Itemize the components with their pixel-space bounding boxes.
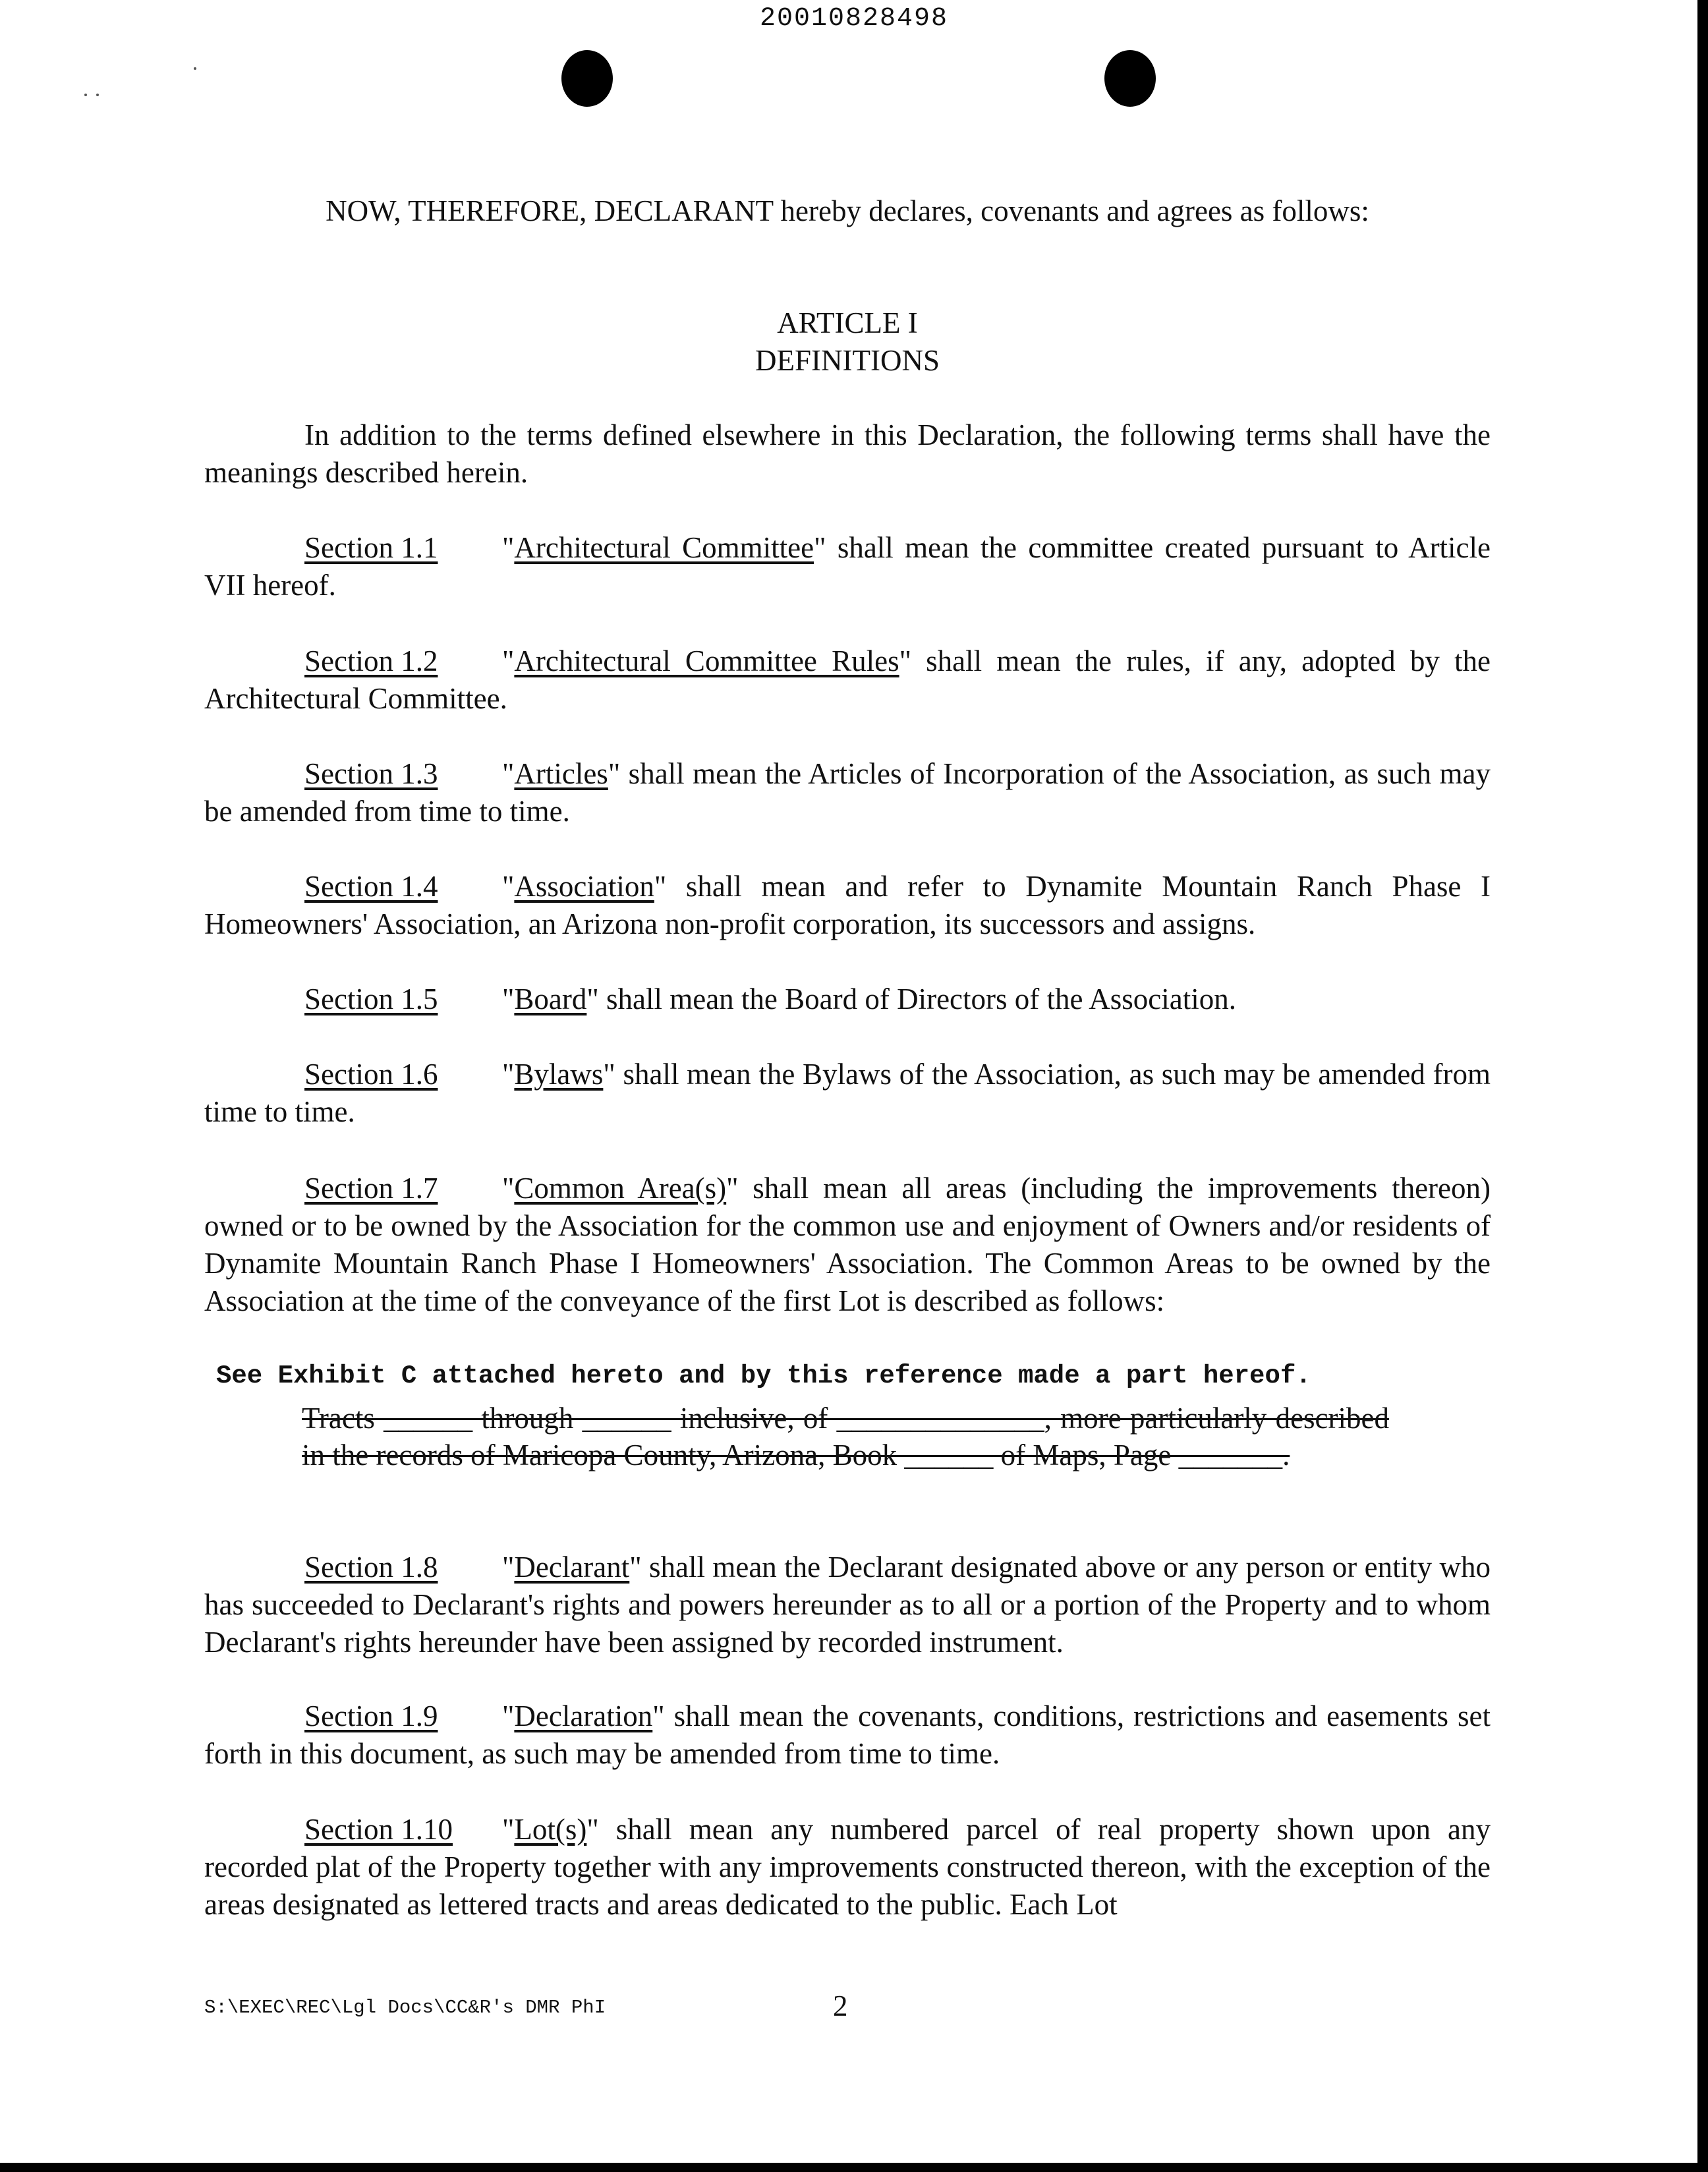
defined-term: Bylaws [514, 1058, 604, 1091]
section-1-2: Section 1.2 "Architectural Committee Rules" shall mean the rules, if any, adopted by the Architectural Committee. [204, 643, 1491, 718]
definition-text: " shall mean the Board of Directors of the Association. [586, 983, 1236, 1015]
section-label: Section 1.2 [304, 644, 438, 677]
scan-edge-right [1697, 0, 1708, 2172]
scan-speck [194, 67, 196, 70]
definition-text: " shall mean the Articles of Incorporation of the Association, as such may be amended from time to time. [204, 757, 1491, 828]
footer-file-path: S:\EXEC\REC\Lgl Docs\CC&R's DMR PhI [204, 1997, 606, 2018]
definition-text: " shall mean the Bylaws of the Association, as such may be amended from time to time. [204, 1058, 1491, 1128]
definition-text: " shall mean the committee created pursuant to Article VII hereof. [204, 531, 1491, 602]
section-1-6: Section 1.6 "Bylaws" shall mean the Bylaws of the Association, as such may be amended from time to time. [204, 1056, 1491, 1131]
defined-term: Common Area(s) [514, 1172, 727, 1205]
section-label: Section 1.6 [304, 1058, 438, 1091]
definition-text: " shall mean the covenants, conditions, restrictions and easements set forth in this document, as such may be amended from time to time. [204, 1700, 1491, 1770]
exhibit-reference-note: See Exhibit C attached hereto and by this reference made a part hereof. [216, 1361, 1311, 1390]
definition-text: " shall mean the rules, if any, adopted by the Architectural Committee. [204, 644, 1491, 715]
section-1-7: Section 1.7 "Common Area(s)" shall mean all areas (including the improvements thereon) owned or to be owned by the Association for the common use and enjoyment of Owners and/or residents of Dynamite Mountain Ranch Phase I Homeowners' Association. The Common Areas to be owned by the Association at the time of the conveyance of the first Lot is described as follows: [204, 1170, 1491, 1320]
punch-hole-right [1104, 50, 1156, 107]
section-label: Section 1.10 [304, 1813, 453, 1846]
section-1-1: Section 1.1 "Architectural Committee" shall mean the committee created pursuant to Article VII hereof. [204, 529, 1491, 604]
section-1-8: Section 1.8 "Declarant" shall mean the Declarant designated above or any person or entity who has succeeded to Declarant's rights and powers hereunder as to all or a portion of the Property and to whom Declarant's rights hereunder have been assigned by recorded instrument. [204, 1549, 1491, 1661]
scan-speck [96, 94, 99, 96]
defined-term: Lot(s) [514, 1813, 587, 1846]
section-label: Section 1.1 [304, 531, 438, 564]
definition-text: " shall mean any numbered parcel of real property shown upon any recorded plat of the Property together with any improvements constructed thereon, with the exception of the areas designated as lettered tracts and areas dedicated to the public. Each Lot [204, 1813, 1491, 1921]
section-1-5: Section 1.5 "Board" shall mean the Board of Directors of the Association. [204, 981, 1491, 1018]
definitions-preamble: In addition to the terms defined elsewhere in this Declaration, the following terms shall have the meanings described herein. [204, 418, 1491, 489]
document-number: 20010828498 [759, 4, 949, 34]
intro-statement: NOW, THEREFORE, DECLARANT hereby declares, covenants and agrees as follows: [326, 194, 1369, 227]
section-1-9: Section 1.9 "Declaration" shall mean the covenants, conditions, restrictions and easements set forth in this document, as such may be amended from time to time. [204, 1698, 1491, 1773]
article-heading [204, 304, 1491, 380]
definition-text: " shall mean the Declarant designated above or any person or entity who has succeeded to Declarant's rights and powers hereunder as to all or a portion of the Property and to whom Declarant's rights hereunder have been assigned by recorded instrument. [204, 1551, 1491, 1659]
section-label: Section 1.8 [304, 1551, 438, 1584]
article-number: ARTICLE I [777, 306, 918, 339]
scan-speck [84, 94, 87, 96]
defined-term: Declarant [514, 1551, 630, 1584]
definition-text: " shall mean and refer to Dynamite Mountain Ranch Phase I Homeowners' Association, an Arizona non-profit corporation, its successors and assigns. [204, 870, 1491, 940]
defined-term: Declaration [514, 1700, 653, 1732]
scan-edge-bottom [0, 2163, 1708, 2172]
section-label: Section 1.5 [304, 983, 438, 1015]
defined-term: Association [514, 870, 654, 903]
section-1-3: Section 1.3 "Articles" shall mean the Articles of Incorporation of the Association, as such may be amended from time to time. [204, 755, 1491, 830]
page-number: 2 [833, 1989, 848, 2022]
section-label: Section 1.7 [304, 1172, 438, 1205]
article-title: DEFINITIONS [755, 344, 940, 377]
section-label: Section 1.3 [304, 757, 438, 790]
defined-term: Board [514, 983, 587, 1015]
defined-term: Architectural Committee Rules [514, 644, 899, 677]
section-label: Section 1.4 [304, 870, 438, 903]
section-1-10: Section 1.10 "Lot(s)" shall mean any numbered parcel of real property shown upon any recorded plat of the Property together with any improvements constructed thereon, with the exception of the areas designated as lettered tracts and areas dedicated to the public. Each Lot [204, 1811, 1491, 1924]
section-1-4: Section 1.4 "Association" shall mean and refer to Dynamite Mountain Ranch Phase I Homeowners' Association, an Arizona non-profit corporation, its successors and assigns. [204, 868, 1491, 943]
definition-text: " shall mean all areas (including the improvements thereon) owned or to be owned by the Association for the common use and enjoyment of Owners and/or residents of Dynamite Mountain Ranch Phase I Homeowners' Association. The Common Areas to be owned by the Association at the time of the conveyance of the first Lot is described as follows: [204, 1172, 1491, 1317]
struck-tract-description: Tracts ______ through ______ inclusive, of ______________, more particularly described in the records of Maricopa County, Arizona, Book ______ of Maps, Page _______. [302, 1402, 1389, 1472]
section-label: Section 1.9 [304, 1700, 438, 1732]
punch-hole-left [561, 50, 613, 107]
defined-term: Architectural Committee [514, 531, 814, 564]
defined-term: Articles [514, 757, 608, 790]
